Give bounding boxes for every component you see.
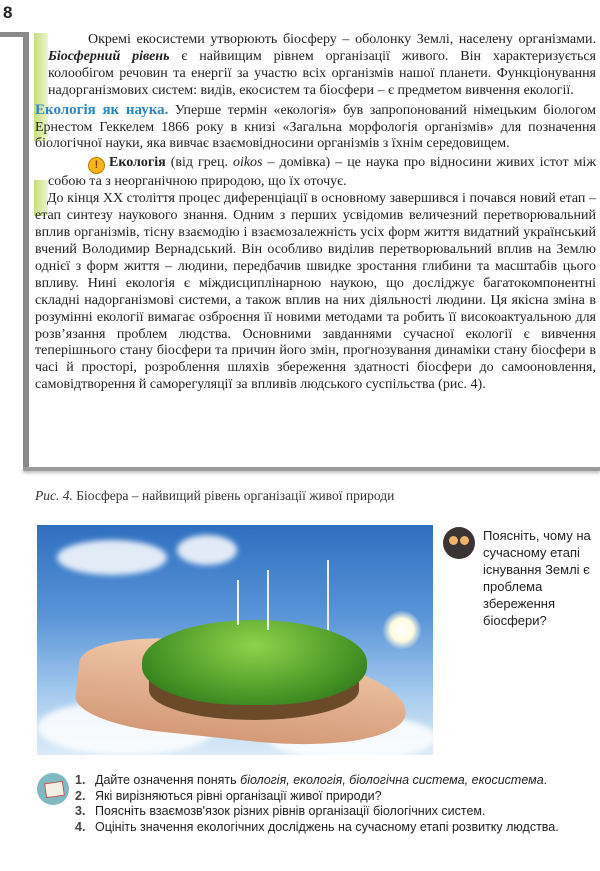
term-biosphere-level: Біосферний рівень [48,48,170,64]
definition-ecology [35,155,596,191]
paragraph-vernadsky: До кінця XX століття процес диференціації в основному завершився і почався новий етап – етап синтезу наукового знання. Одним з перших усвідомив величезний перетворювальний вплив організмів, тісну взаємодію і взаємозалежність усіх форм життя видатний український вчений Володимир Вернадський. Він особливо виділив перетворювальний вплив на Землю однієї з форм життя – людини, передбачив швидке зростання глибини та масштабів цього впливу. Нині екологія є міждисциплінарною наукою, що досліджує багатокомпонентні складні надорганізмові системи, а також вплив на них діяльності людини. Ця якісна зміна в розумінні екології вимагає озброєння її новими методами та робить її високоактуальною для розв’язання проблем людства. Основними завданнями сучасної екології є вивчення теперішнього стану біосфери та причин його змін, прогнозування динаміки стану біосфери в часі й просторі, розроблення шляхів збереження здатності біосфери до самооновлення, самовідтворення й саморегуляції за впливів людського суспільства (рис. 4). [35,191,596,393]
question-item [75,804,559,820]
text: є найвищим рівнем організації живого. Він характеризується колообігом речовин та енергії за участю всіх організмів нашої планети. Функціонування надорганізмових систем: видів, екосистем та біосфери – є предметом вивчення екології. [48,48,596,98]
greek-word: oikos [232,155,263,171]
question-text: Які вирізняються рівні організації живої природи? [95,788,382,803]
question-number: 2. [75,788,86,803]
question-text: Дайте означення понять [95,773,241,787]
term-ecology: Екологія [109,155,166,171]
main-text [35,32,596,394]
notebook-icon [37,773,69,805]
question-text: Поясніть взаємозв'язок різних рівнів організації біологічних систем. [95,804,486,819]
figure-caption [35,488,394,504]
question-text: Оцініть значення екологічних досліджень на сучасному етапі розвитку людства. [95,819,559,834]
section-heading: Екологія як наука. [35,101,169,118]
discussion-icon [443,527,475,559]
text: Окремі екосистеми утворюють біосферу – оболонку Землі, населену організмами. [88,32,596,47]
paragraph-ecology-science [35,102,596,154]
page-number: 8 [3,3,13,22]
figure-caption-text: Біосфера – найвищий рівень організації живої природи [72,488,395,503]
frame-border-bottom [23,467,600,471]
review-questions [75,773,559,835]
green-globe [142,620,367,705]
text: – домівка) – це наука про відносини живих істот між собою та з неорганічною природою, що їх оточує. [48,155,596,190]
side-question: Поясніть, чому на сучасному етапі існування Землі є проблема збереження біосфери? [483,528,591,628]
text: Уперше термін «екологія» був запропонований німецьким біологом Ернестом Геккелем 1866 року в книзі «Загальна морфологія організмів» для позначення біологічної науки, яка вивчає взаємовідносини організмів з їхнім середовищем. [35,102,596,152]
question-item [75,773,559,789]
question-number: 3. [75,804,86,819]
text: (від грец. [165,155,233,171]
exclamation-icon: ! [88,157,105,174]
paragraph-biosphere [35,32,596,100]
question-number: 1. [75,773,86,787]
question-terms: біологія, екологія, біологічна система, екосистема [240,773,544,787]
frame-border-left [23,32,29,471]
question-text: . [543,773,548,787]
figure-label: Рис. 4. [35,488,73,503]
question-item [75,789,559,805]
biosphere-photo [37,525,433,755]
question-number: 4. [75,819,86,834]
question-item [75,820,559,836]
